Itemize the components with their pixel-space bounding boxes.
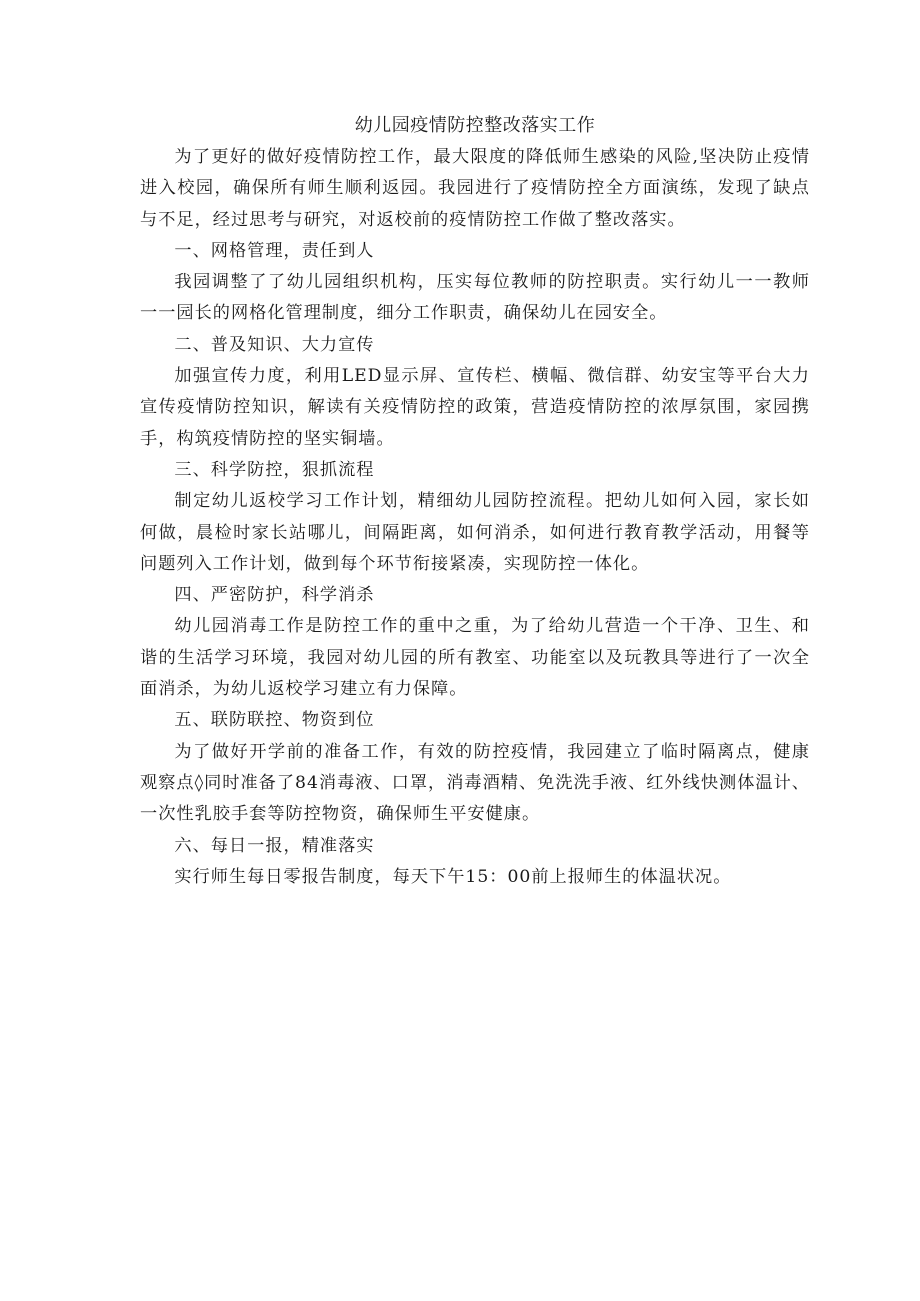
section-body: 为了做好开学前的准备工作，有效的防控疫情，我园建立了临时隔离点，健康观察点◊同时准备了84消毒液、口罩，消毒酒精、免洗洗手液、红外线快测体温计、一次性乳胶手套等防控物资，确保师生平安健康。 [140, 741, 810, 825]
section-heading: 二、普及知识、大力宣传 [174, 334, 375, 355]
section-body: 制定幼儿返校学习工作计划，精细幼儿园防控流程。把幼儿如何入园，家长如何做，晨检时家长站哪儿，间隔距离，如何消杀，如何进行教育教学活动，用餐等问题列入工作计划，做到每个环节衔接紧凑，实现防控一体化。 [140, 491, 810, 574]
section-heading: 五、联防联控、物资到位 [174, 710, 375, 731]
document-title: 幼儿园疫情防控整改落实工作 [354, 115, 596, 136]
section-heading: 六、每日一报，精准落实 [174, 835, 375, 856]
section-body: 幼儿园消毒工作是防控工作的重中之重，为了给幼儿营造一个干净、卫生、和谐的生活学习环境，我园对幼儿园的所有教室、功能室以及玩教具等进行了一次全面消杀，为幼儿返校学习建立有力保障。 [140, 616, 810, 700]
section-heading: 三、科学防控，狠抓流程 [174, 459, 375, 480]
section-heading: 一、网格管理，责任到人 [174, 240, 375, 261]
section-body: 实行师生每日零报告制度，每天下午15：00前上报师生的体温状况。 [174, 866, 732, 887]
section-body: 我园调整了了幼儿园组织机构，压实每位教师的防控职责。实行幼儿一一教师一一园长的网格化管理制度，细分工作职责，确保幼儿在园安全。 [140, 272, 810, 324]
document-page [140, 110, 810, 893]
section-heading: 四、严密防护，科学消杀 [174, 585, 375, 606]
intro-paragraph: 为了更好的做好疫情防控工作，最大限度的降低师生感染的风险,坚决防止疫情进入校园，确保所有师生顺利返园。我园进行了疫情防控全方面演练，发现了缺点与不足，经过思考与研究，对返校前的疫情防控工作做了整改落实。 [140, 147, 810, 230]
section-body: 加强宣传力度，利用LED显示屏、宣传栏、横幅、微信群、幼安宝等平台大力宣传疫情防控知识，解读有关疫情防控的政策，营造疫情防控的浓厚氛围，家园携手，构筑疫情防控的坚实铜墙。 [140, 366, 810, 449]
